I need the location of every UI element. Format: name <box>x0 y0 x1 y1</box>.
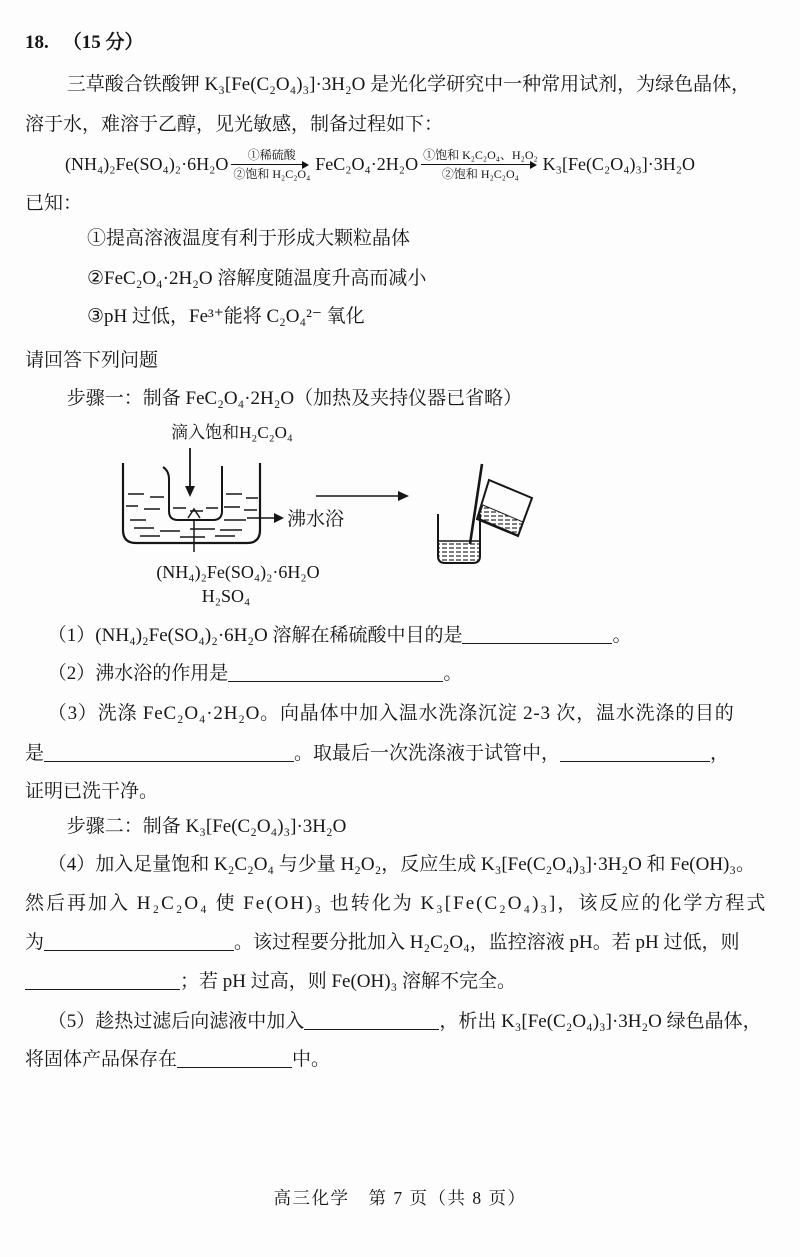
question-5-line-1-post: ，析出 K₃[Fe(C₂O₄)₃]·3H₂O 绿色晶体， <box>439 1010 762 1032</box>
arrow-1-top-label: ①稀硫酸 <box>247 148 296 162</box>
question-5-line-2-pre: 将固体产品保存在 <box>25 1048 178 1070</box>
arrow-1-shaft <box>231 164 306 165</box>
scheme-product: K₃[Fe(C₂O₄)₃]·3H₂O <box>542 154 696 175</box>
bath-water-hatching <box>126 494 258 537</box>
intro-line-2: 溶于水，难溶于乙醇，见光敏感，制备过程如下： <box>25 114 444 135</box>
drip-arrow-head <box>185 486 195 497</box>
question-5-line-2 <box>25 1047 775 1073</box>
question-1-text: （1）(NH₄)₂Fe(SO₄)₂·6H₂O 溶解在稀硫酸中目的是 <box>47 624 463 646</box>
arrow-2-top-label: ①饱和 K₂C₂O₄、H₂O₂ <box>423 148 538 162</box>
question-1 <box>25 623 775 649</box>
question-3-line-3: 证明已洗干净。 <box>25 780 159 802</box>
water-bath-beaker <box>123 463 260 543</box>
receiving-beaker-liquid <box>439 541 479 562</box>
question-4-line-2: 然后再加入 H₂C₂O₄ 使 Fe(OH)₃ 也转化为 K₃[Fe(C₂O₄)₃]，该反应的化学方程式 <box>25 892 768 914</box>
question-2 <box>25 661 775 687</box>
known-label: 已知： <box>25 192 83 214</box>
answer-blank-q5b <box>177 1048 292 1068</box>
bath-label-arrow-head <box>274 513 284 523</box>
page-footer: 高三化学 第 7 页（共 8 页） <box>273 1188 527 1208</box>
preparation-scheme <box>65 148 775 182</box>
question-4-line-4 <box>25 969 775 995</box>
arrow-2-bottom-label: ②饱和 H₂C₂O₄ <box>441 167 519 182</box>
reaction-arrow-2 <box>421 148 540 182</box>
question-3-line-2 <box>25 741 775 767</box>
decanting-beakers <box>438 464 532 563</box>
question-3-line-1: （3）洗涤 FeC₂O₄·2H₂O。向晶体中加入温水洗涤沉淀 2-3 次，温水洗涤的目的 <box>47 702 735 724</box>
step-1-title: 步骤一：制备 FeC₂O₄·2H₂O（加热及夹持仪器已省略） <box>66 387 523 409</box>
question-3-line-2-mid: 。取最后一次洗涤液于试管中， <box>294 742 561 764</box>
question-5-line-1 <box>25 1009 775 1035</box>
reagent-label-1: (NH₄)₂Fe(SO₄)₂·6H₂O <box>156 561 320 582</box>
answer-prompt: 请回答下列问题 <box>25 349 159 371</box>
drip-label: 滴入饱和H₂C₂O₄ <box>171 422 293 442</box>
step-2-title: 步骤二：制备 K₃[Fe(C₂O₄)₃]·3H₂O <box>66 815 347 837</box>
question-4-line-3-post: 。该过程要分批加入 H₂C₂O₄，监控溶液 pH。若 pH 过低，则 <box>234 931 740 953</box>
question-3-line-2-pre: 是 <box>25 742 45 764</box>
known-item-2: ②FeC₂O₄·2H₂O 溶解度随温度升高而减小 <box>87 267 427 289</box>
transfer-arrow-head <box>398 491 409 501</box>
arrow-2-shaft <box>421 164 534 165</box>
question-3-line-2-post: ， <box>710 742 730 764</box>
apparatus-drawing <box>120 422 640 614</box>
answer-blank-q3b <box>560 742 710 762</box>
answer-blank-q1 <box>462 624 612 644</box>
scheme-reactant: (NH₄)₂Fe(SO₄)₂·6H₂O <box>65 154 229 175</box>
question-number: 18. <box>25 32 49 53</box>
reaction-arrow-1 <box>231 148 312 182</box>
question-2-text: （2）沸水浴的作用是 <box>47 662 229 684</box>
bath-label: 沸水浴 <box>287 508 345 530</box>
answer-blank-q4a <box>44 931 234 951</box>
arrow-1-bottom-label: ②饱和 H₂C₂O₄ <box>233 167 311 182</box>
scheme-intermediate: FeC₂O₄·2H₂O <box>315 154 419 175</box>
question-4-line-1: （4）加入足量饱和 K₂C₂O₄ 与少量 H₂O₂，反应生成 K₃[Fe(C₂O₄)₃]·3H₂O 和 Fe(OH)₃。 <box>47 853 756 875</box>
question-5-line-1-pre: （5）趁热过滤后向滤液中加入 <box>47 1010 305 1032</box>
answer-blank-q5a <box>304 1010 439 1030</box>
answer-blank-q4b <box>25 970 180 990</box>
question-5-line-2-post: 中。 <box>292 1048 331 1070</box>
tilted-beaker-liquid <box>478 505 523 535</box>
question-4-line-3-pre: 为 <box>25 931 45 953</box>
question-2-period: 。 <box>443 662 463 684</box>
question-score: （15 分） <box>62 32 144 53</box>
answer-blank-q3a <box>44 742 294 762</box>
known-item-1: ①提高溶液温度有利于形成大颗粒晶体 <box>87 227 411 249</box>
question-4-line-3 <box>25 930 775 956</box>
intro-line-1: 三草酸合铁酸钾 K₃[Fe(C₂O₄)₃]·3H₂O 是光化学研究中一种常用试剂，为绿色晶体， <box>66 74 751 95</box>
answer-blank-q2 <box>228 662 443 682</box>
reagent-label-2: H₂SO₄ <box>201 585 251 606</box>
question-header <box>25 30 775 56</box>
question-4-line-4-post: ；若 pH 过高，则 Fe(OH)₃ 溶解不完全。 <box>180 970 516 992</box>
known-item-3: ③pH 过低，Fe³⁺能将 C₂O₄²⁻ 氧化 <box>87 305 365 327</box>
question-1-period: 。 <box>612 624 632 646</box>
experiment-diagram <box>120 422 775 614</box>
